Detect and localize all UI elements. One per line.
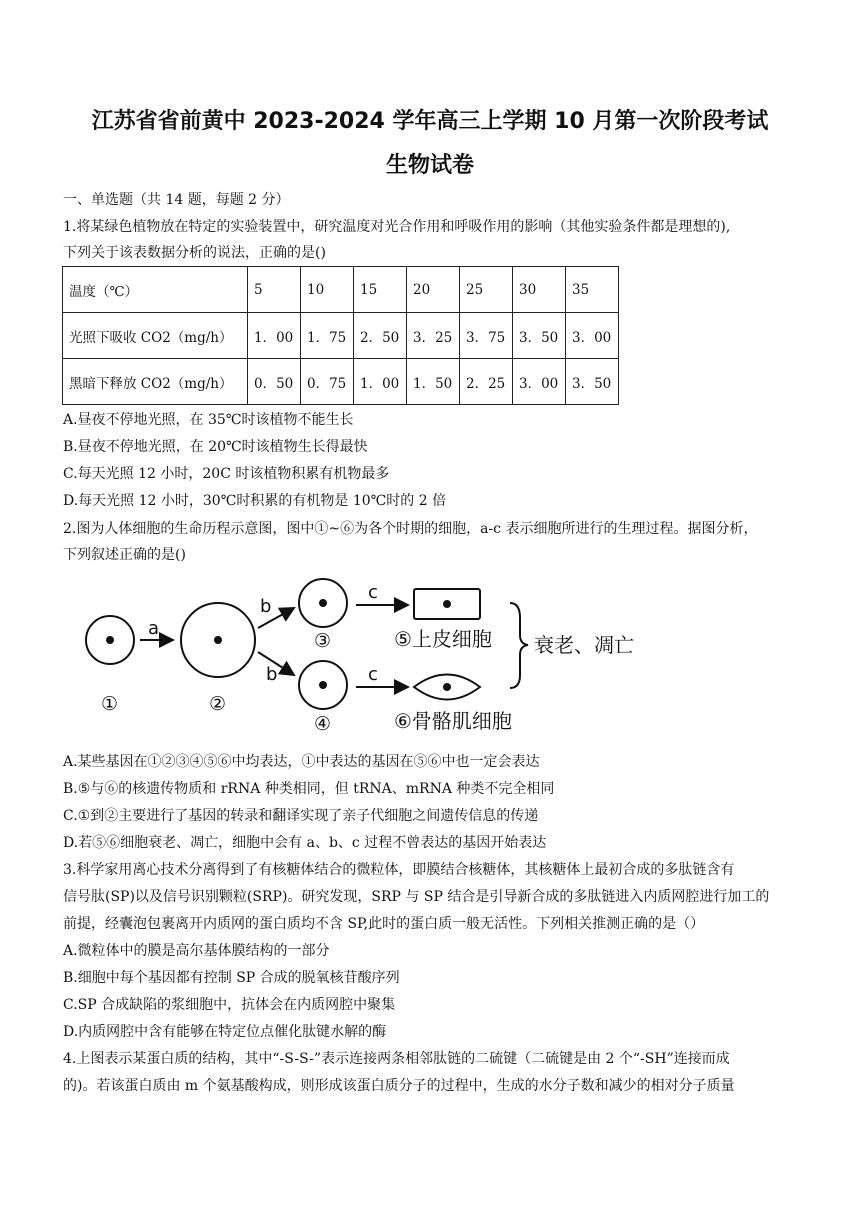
- label-cell-4: ④: [314, 713, 332, 735]
- table-cell: 3．00: [513, 359, 566, 405]
- table-cell: 3．25: [407, 313, 460, 359]
- table-cell: 30: [513, 267, 566, 313]
- table-cell: 0．75: [301, 359, 354, 405]
- q3-option-b: B.细胞中每个基因都有控制 SP 合成的脱氧核苷酸序列: [63, 970, 400, 986]
- table-cell: 1．00: [248, 313, 301, 359]
- table-cell: 2．50: [354, 313, 407, 359]
- q3-option-a: A.微粒体中的膜是高尔基体膜结构的一部分: [63, 943, 330, 959]
- q2-option-d: D.若⑤⑥细胞衰老、凋亡，细胞中会有 a、b、c 过程不曾表达的基因开始表达: [63, 835, 547, 851]
- label-c-top: c: [368, 582, 378, 603]
- q1-stem-line1: 1.将某绿色植物放在特定的实验装置中，研究温度对光合作用和呼吸作用的影响（其他实验条件都是理想的),: [63, 219, 731, 235]
- row-header: 光照下吸收 CO2（mg/h）: [63, 313, 248, 359]
- cell-4-nucleus: [319, 681, 327, 689]
- label-b-top: b: [260, 596, 272, 617]
- q2-stem-line2: 下列叙述正确的是(): [63, 547, 186, 563]
- table-cell: 1．75: [301, 313, 354, 359]
- label-cell-2: ②: [209, 693, 227, 715]
- exam-title: 江苏省省前黄中 2023-2024 学年高三上学期 10 月第一次阶段考试: [91, 109, 769, 134]
- q2-option-a: A.某些基因在①②③④⑤⑥中均表达，①中表达的基因在⑤⑥中也一定会表达: [63, 754, 540, 770]
- q2-option-c: C.①到②主要进行了基因的转录和翻译实现了亲子代细胞之间遗传信息的传递: [63, 808, 539, 824]
- table-cell: 10: [301, 267, 354, 313]
- table-cell: 3．00: [566, 313, 619, 359]
- table-cell: 5: [248, 267, 301, 313]
- q4-stem-line1: 4.上图表示某蛋白质的结构，其中“-S-S-”表示连接两条相邻肽链的二硫键（二硫键是由 2 个“-SH”连接而成: [63, 1051, 730, 1067]
- table-cell: 0．50: [248, 359, 301, 405]
- q3-stem-line2: 信号肽(SP)以及信号识别颗粒(SRP)。研究发现，SRP 与 SP 结合是引导新合成的多肽链进入内质网腔进行加工的: [63, 889, 770, 905]
- table-cell: 25: [460, 267, 513, 313]
- q1-option-b: B.昼夜不停地光照，在 20℃时该植物生长得最快: [63, 439, 368, 455]
- row-header: 温度（℃）: [63, 267, 248, 313]
- q3-stem-line3: 前提，经囊泡包裹离开内质网的蛋白质均不含 SP,此时的蛋白质一般无活性。下列相关推测正确的是（）: [63, 916, 705, 932]
- table-cell: 1．50: [407, 359, 460, 405]
- table-cell: 3．50: [513, 313, 566, 359]
- label-muscle-cell: ⑥骨骼肌细胞: [394, 709, 512, 733]
- table-row-temperature: [63, 267, 619, 313]
- q2-stem-line1: 2.图为人体细胞的生命历程示意图，图中①~⑥为各个时期的细胞，a-c 表示细胞所进行的生理过程。据图分析，: [63, 521, 758, 537]
- q1-option-a: A.昼夜不停地光照，在 35℃时该植物不能生长: [63, 412, 354, 428]
- label-c-bottom: c: [368, 664, 378, 685]
- table-cell: 15: [354, 267, 407, 313]
- table-cell: 3．75: [460, 313, 513, 359]
- section-header: 一、单选题（共 14 题，每题 2 分）: [63, 192, 290, 208]
- table-row-light-absorb: [63, 313, 619, 359]
- q2-option-b: B.⑤与⑥的核遗传物质和 rRNA 种类相同，但 tRNA、mRNA 种类不完全相同: [63, 781, 555, 797]
- q3-option-d: D.内质网腔中含有能够在特定位点催化肽键水解的酶: [63, 1024, 387, 1040]
- label-cell-3: ③: [314, 630, 332, 652]
- q3-option-c: C.SP 合成缺陷的浆细胞中，抗体会在内质网腔中聚集: [63, 997, 396, 1013]
- label-cell-1: ①: [101, 693, 119, 715]
- table-cell: 35: [566, 267, 619, 313]
- bracket: [510, 603, 528, 688]
- cell-2-nucleus: [214, 636, 222, 644]
- q1-data-table: [62, 266, 619, 405]
- label-a: a: [148, 618, 160, 639]
- cell-5-nucleus: [443, 600, 451, 608]
- q1-stem-line2: 下列关于该表数据分析的说法，正确的是(): [63, 245, 326, 261]
- cell-6-nucleus: [443, 683, 451, 691]
- table-row-dark-release: [63, 359, 619, 405]
- q1-option-d: D.每天光照 12 小时，30℃时积累的有机物是 10℃时的 2 倍: [63, 493, 447, 509]
- label-aging-death: 衰老、凋亡: [534, 633, 634, 657]
- row-header: 黑暗下释放 CO2（mg/h）: [63, 359, 248, 405]
- cell-3-nucleus: [319, 599, 327, 607]
- label-b-bottom: b: [266, 664, 278, 685]
- cell-1-nucleus: [106, 636, 114, 644]
- exam-subtitle: 生物试卷: [385, 153, 474, 178]
- cell-lifecycle-diagram: [78, 570, 658, 740]
- table-cell: 3．50: [566, 359, 619, 405]
- table-cell: 1．00: [354, 359, 407, 405]
- q3-stem-line1: 3.科学家用离心技术分离得到了有核糖体结合的微粒体，即膜结合核糖体，其核糖体上最初合成的多肽链含有: [63, 862, 735, 878]
- q4-stem-line2: 的)。若该蛋白质由 m 个氨基酸构成，则形成该蛋白质分子的过程中，生成的水分子数和减少的相对分子质量: [63, 1078, 735, 1094]
- label-epithelial-cell: ⑤上皮细胞: [394, 627, 492, 651]
- table-cell: 20: [407, 267, 460, 313]
- q1-option-c: C.每天光照 12 小时，20C 时该植物积累有机物最多: [63, 466, 390, 482]
- table-cell: 2．25: [460, 359, 513, 405]
